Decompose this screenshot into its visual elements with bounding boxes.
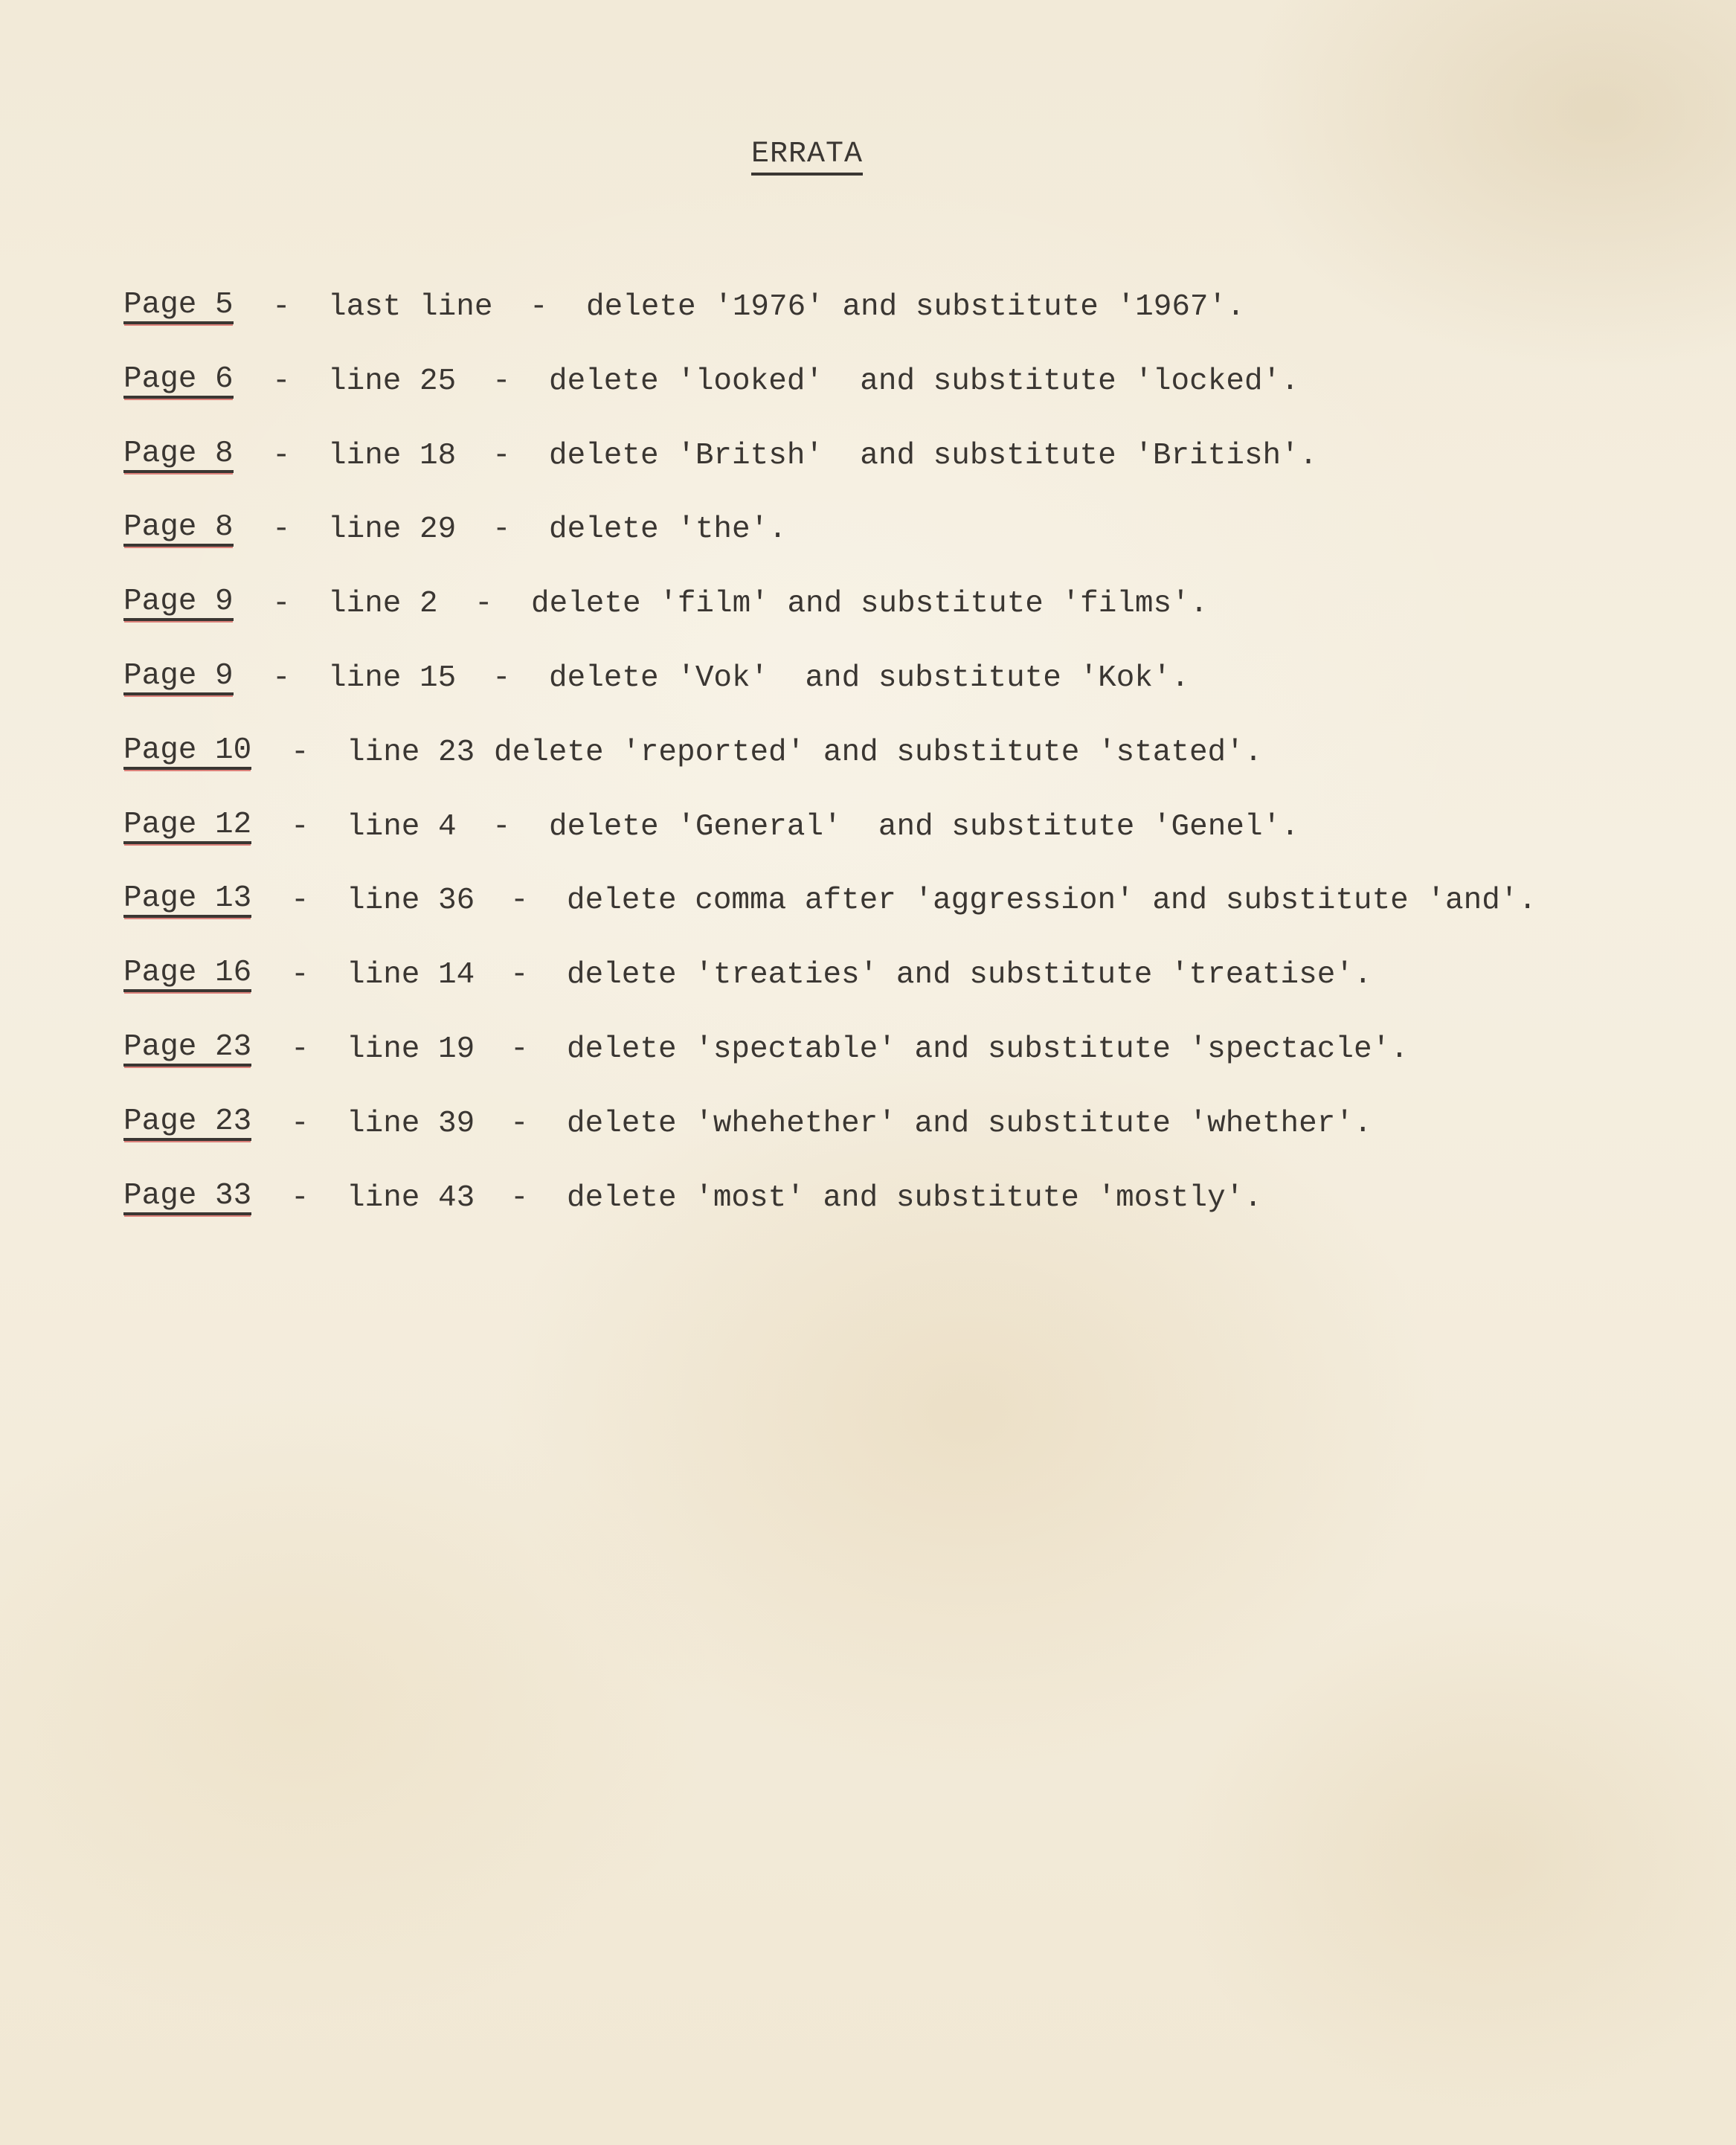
errata-row (123, 1099, 1685, 1174)
errata-row (123, 505, 1685, 579)
separator-dash: - (272, 438, 291, 473)
separator-dash: - (291, 809, 309, 844)
document-title: ERRATA (751, 138, 863, 176)
errata-list (123, 283, 1685, 1247)
line-reference: line 23 (347, 735, 475, 770)
separator-dash: - (510, 958, 529, 993)
line-reference: line 14 (347, 958, 475, 993)
line-reference: line 29 (328, 512, 457, 547)
line-reference: line 39 (347, 1106, 475, 1141)
line-reference: line 15 (328, 660, 457, 695)
page-reference: Page 23 (123, 1031, 251, 1067)
correction-text: delete 'most' and substitute 'mostly'. (567, 1180, 1262, 1215)
correction-text: delete 'spectable' and substitute 'spectacle'. (567, 1032, 1409, 1067)
separator-dash: - (510, 1106, 529, 1141)
separator-dash: - (530, 290, 548, 324)
separator-dash: - (510, 1180, 529, 1215)
errata-row (123, 283, 1685, 357)
page-reference: Page 33 (123, 1180, 251, 1215)
line-reference: line 18 (328, 438, 457, 473)
separator-dash: - (492, 438, 511, 473)
errata-row (123, 1025, 1685, 1099)
separator-dash: - (492, 512, 511, 547)
separator-dash: - (272, 660, 291, 695)
errata-row (123, 1174, 1685, 1248)
separator-dash: - (510, 1032, 529, 1067)
page-reference: Page 16 (123, 956, 251, 992)
separator-dash: - (272, 364, 291, 399)
correction-text: delete 'the'. (549, 512, 787, 547)
correction-text: delete 'whehether' and substitute 'whether'. (567, 1106, 1372, 1141)
line-reference: line 36 (347, 884, 475, 919)
correction-text: delete 'looked' and substitute 'locked'. (549, 364, 1299, 399)
separator-dash: - (291, 1180, 309, 1215)
page-reference: Page 6 (123, 363, 234, 399)
errata-row (123, 951, 1685, 1025)
line-reference: line 19 (347, 1032, 475, 1067)
separator-dash: - (291, 884, 309, 919)
page-reference: Page 23 (123, 1105, 251, 1141)
separator-dash: - (291, 735, 309, 770)
correction-text: delete 'General' and substitute 'Genel'. (549, 809, 1299, 844)
separator-dash: - (492, 809, 511, 844)
separator-dash: - (291, 1106, 309, 1141)
correction-text: delete 'reported' and substitute 'stated'. (494, 735, 1263, 770)
separator-dash: - (272, 512, 291, 547)
separator-dash: - (510, 884, 529, 919)
line-reference: line 4 (347, 809, 457, 844)
page-reference: Page 8 (123, 511, 234, 547)
line-reference: last line (328, 290, 493, 324)
page-reference: Page 8 (123, 437, 234, 473)
separator-dash: - (272, 587, 291, 622)
correction-text: delete comma after 'aggression' and substitute 'and'. (567, 884, 1537, 919)
errata-row (123, 654, 1685, 728)
separator-dash: - (492, 364, 511, 399)
separator-dash: - (475, 587, 493, 622)
correction-text: delete 'Britsh' and substitute 'British'. (549, 438, 1318, 473)
page-reference: Page 13 (123, 882, 251, 918)
correction-text: delete 'Vok' and substitute 'Kok'. (549, 660, 1190, 695)
errata-row (123, 431, 1685, 506)
correction-text: delete '1976' and substitute '1967'. (586, 290, 1245, 324)
correction-text: delete 'treaties' and substitute 'treatise'. (567, 958, 1372, 993)
page-reference: Page 5 (123, 289, 234, 324)
errata-row (123, 357, 1685, 431)
separator-dash: - (272, 290, 291, 324)
line-reference: line 43 (347, 1180, 475, 1215)
page-reference: Page 10 (123, 734, 251, 770)
line-reference: line 2 (328, 587, 438, 622)
separator-dash: - (291, 958, 309, 993)
page-reference: Page 9 (123, 660, 234, 695)
errata-row (123, 876, 1685, 951)
errata-row (123, 728, 1685, 803)
page-reference: Page 9 (123, 585, 234, 621)
line-reference: line 25 (328, 364, 457, 399)
correction-text: delete 'film' and substitute 'films'. (531, 587, 1209, 622)
errata-row (123, 803, 1685, 877)
separator-dash: - (291, 1032, 309, 1067)
page-reference: Page 12 (123, 808, 251, 844)
errata-row (123, 579, 1685, 654)
separator-dash: - (492, 660, 511, 695)
